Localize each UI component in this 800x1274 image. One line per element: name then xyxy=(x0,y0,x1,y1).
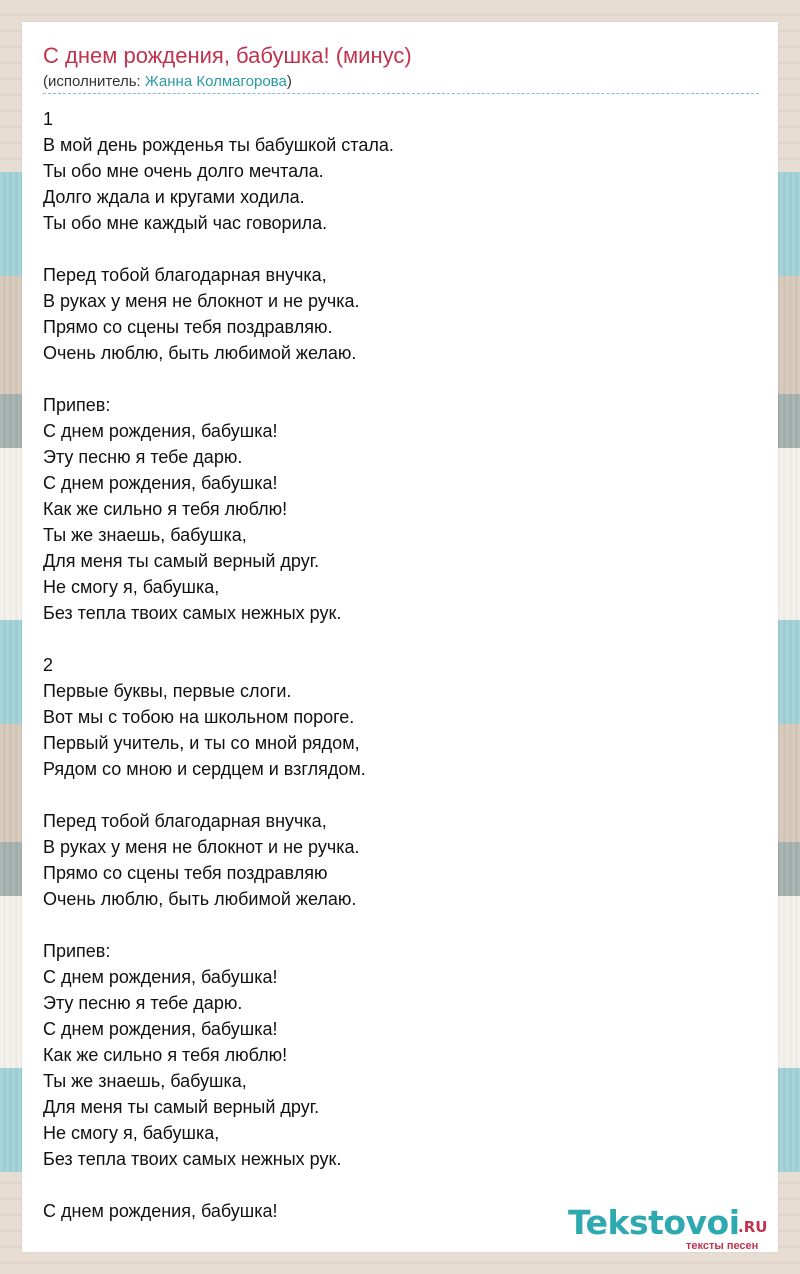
lyrics-line: Перед тобой благодарная внучка, xyxy=(43,265,327,285)
lyrics-line: 2 xyxy=(43,655,54,675)
lyrics-line: Без тепла твоих самых нежных рук. xyxy=(43,603,342,623)
lyrics-card xyxy=(22,22,778,1252)
lyrics-text xyxy=(43,106,394,1224)
lyrics-line: Первые буквы, первые слоги. xyxy=(43,681,292,701)
lyrics-line: Прямо со сцены тебя поздравляю. xyxy=(43,317,333,337)
lyrics-line: Очень люблю, быть любимой желаю. xyxy=(43,343,357,363)
lyrics-line: Рядом со мною и сердцем и взглядом. xyxy=(43,759,366,779)
paren-close: ) xyxy=(286,73,292,90)
lyrics-line: Не смогу я, бабушка, xyxy=(43,577,220,597)
lyrics-line: Долго ждала и кругами ходила. xyxy=(43,187,305,207)
lyrics-blank-line xyxy=(43,626,394,652)
lyrics-line: Как же сильно я тебя люблю! xyxy=(43,499,288,519)
site-logo[interactable] xyxy=(568,1204,780,1252)
lyrics-line: С днем рождения, бабушка! xyxy=(43,1201,278,1221)
paren-open: ( xyxy=(43,73,48,90)
lyrics-blank-line xyxy=(43,366,394,392)
lyrics-line: С днем рождения, бабушка! xyxy=(43,421,278,441)
lyrics-line: С днем рождения, бабушка! xyxy=(43,967,278,987)
lyrics-line: Ты обо мне каждый час говорила. xyxy=(43,213,328,233)
lyrics-line: Припев: xyxy=(43,395,111,415)
lyrics-line: Эту песню я тебе дарю. xyxy=(43,993,243,1013)
lyrics-line: Для меня ты самый верный друг. xyxy=(43,1097,320,1117)
lyrics-line: Как же сильно я тебя люблю! xyxy=(43,1045,288,1065)
performer-line xyxy=(43,73,292,90)
lyrics-line: Не смогу я, бабушка, xyxy=(43,1123,220,1143)
lyrics-line: Очень люблю, быть любимой желаю. xyxy=(43,889,357,909)
lyrics-line: Без тепла твоих самых нежных рук. xyxy=(43,1149,342,1169)
lyrics-line: С днем рождения, бабушка! xyxy=(43,1019,278,1039)
performer-link[interactable]: Жанна Колмагорова xyxy=(144,73,287,90)
title-divider xyxy=(43,93,759,94)
lyrics-line: 1 xyxy=(43,109,54,129)
lyrics-line: Перед тобой благодарная внучка, xyxy=(43,811,327,831)
lyrics-line: С днем рождения, бабушка! xyxy=(43,473,278,493)
lyrics-line: Прямо со сцены тебя поздравляю xyxy=(43,863,328,883)
lyrics-line: Вот мы с тобою на школьном пороге. xyxy=(43,707,355,727)
lyrics-line: Первый учитель, и ты со мной рядом, xyxy=(43,733,360,753)
lyrics-line: Эту песню я тебе дарю. xyxy=(43,447,243,467)
lyrics-blank-line xyxy=(43,782,394,808)
lyrics-line: Ты обо мне очень долго мечтала. xyxy=(43,161,324,181)
logo-tld: .RU xyxy=(738,1218,768,1236)
lyrics-line: Ты же знаешь, бабушка, xyxy=(43,525,247,545)
lyrics-blank-line xyxy=(43,912,394,938)
logo-tagline: тексты песен xyxy=(686,1240,759,1252)
lyrics-blank-line xyxy=(43,1172,394,1198)
performer-label: исполнитель: xyxy=(48,73,141,90)
lyrics-line: Припев: xyxy=(43,941,111,961)
lyrics-line: Ты же знаешь, бабушка, xyxy=(43,1071,247,1091)
lyrics-line: Для меня ты самый верный друг. xyxy=(43,551,320,571)
lyrics-line: В мой день рожденья ты бабушкой стала. xyxy=(43,135,394,155)
lyrics-line: В руках у меня не блокнот и не ручка. xyxy=(43,291,360,311)
song-title: С днем рождения, бабушка! (минус) xyxy=(43,43,412,68)
lyrics-blank-line xyxy=(43,236,394,262)
lyrics-line: В руках у меня не блокнот и не ручка. xyxy=(43,837,360,857)
logo-name: Tekstovoi xyxy=(568,1203,740,1242)
